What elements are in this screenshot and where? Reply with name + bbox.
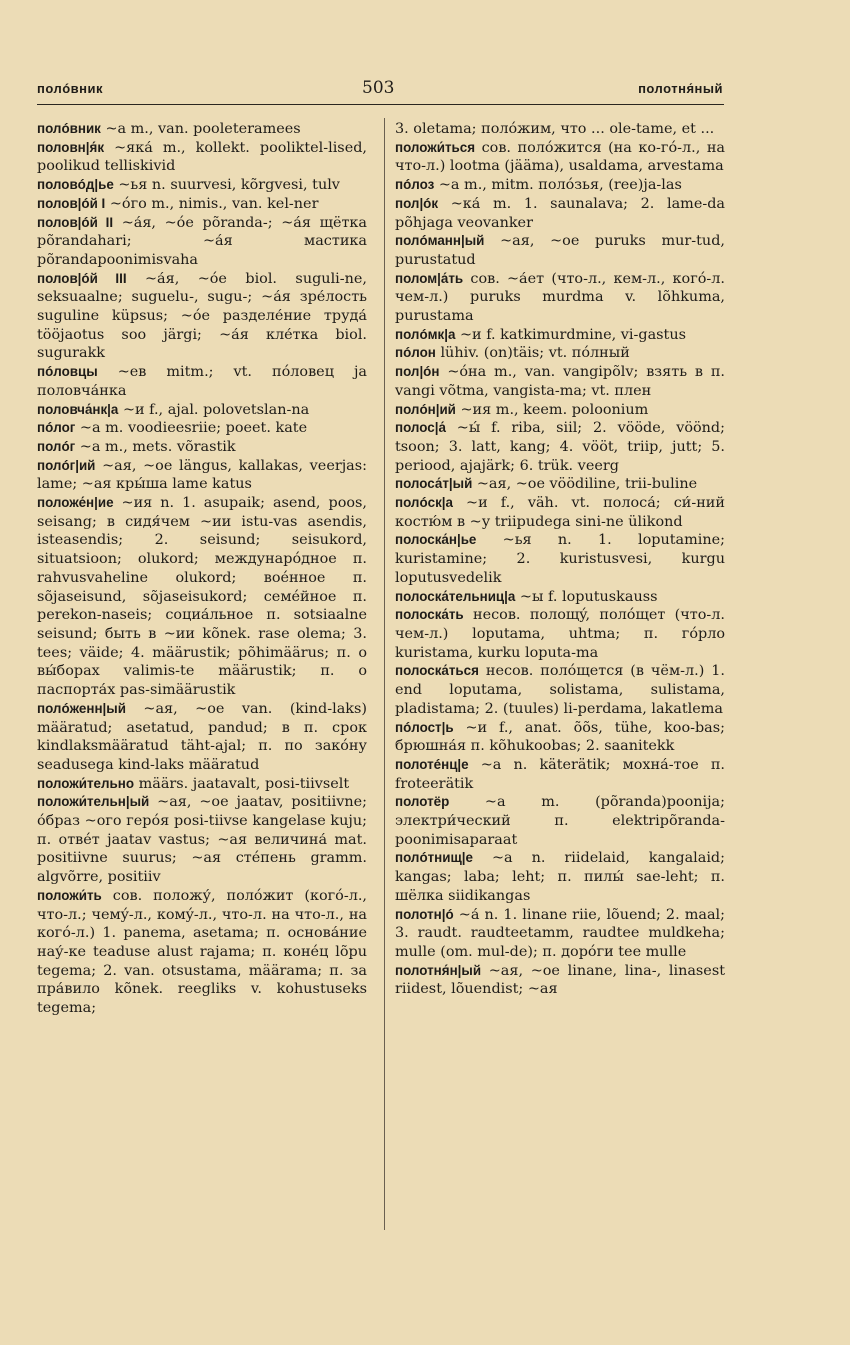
dictionary-entry — [395, 270, 725, 326]
entry-definition: ~а n. riidelaid, kangalaid; kangas; laba; leht; п. пилы́ sae-leht; п. шёлка siidikangas — [395, 850, 725, 904]
entry-headword: полотня́н|ый — [395, 962, 482, 978]
entry-definition: ~óна m., van. vangipõlv; взять в п. vangi võtma, vangista-ma; vt. плен — [395, 364, 725, 399]
right-column — [395, 120, 725, 999]
entry-definition: ~óго m., nimis., van. kel-ner — [105, 195, 319, 212]
header-right-guideword: полотня́ный — [638, 81, 723, 96]
header-left-guideword: полóвник — [37, 81, 104, 96]
entry-headword: полóг|ий — [37, 457, 96, 473]
entry-headword: полóн|ий — [395, 401, 456, 417]
header-rule — [37, 104, 724, 105]
entry-headword: полóск|а — [395, 495, 453, 511]
entry-definition: ~ев mitm.; vt. пóловец ja половча́нка — [37, 364, 367, 399]
dictionary-entry — [37, 401, 367, 420]
dictionary-entry — [37, 419, 367, 438]
dictionary-entry — [37, 793, 367, 887]
dictionary-entry — [37, 700, 367, 775]
entry-definition: ~ия n. 1. asupaik; asend, poos, seisang; в сидя́чем ~ии istu-vas asendis, isteasendis; 2. seisund; seisukord, situatsioon; olukord; междунарóдное п. rahvusvaheline olukord; воéнное п. sõjaseisund, sõjaseisukord; семéйное п. perekon-naseis; социа́льное п. sotsiaalne seisund; быть в ~ии kõnek. rase olema; 3. tees; väide; 4. määrustik; põhimäärus; п. о вы́борах valimis-te määrustik; п. о паспорта́х pas-simäärustik — [37, 495, 367, 699]
entry-headword: полотн|ó — [395, 906, 454, 922]
dictionary-entry — [37, 438, 367, 457]
entry-headword: полоса́т|ый — [395, 476, 473, 492]
dictionary-entry — [395, 176, 725, 195]
entry-definition: lühiv. (on)täis; vt. пóлный — [435, 345, 630, 362]
entry-headword: пóловцы — [37, 364, 98, 380]
entry-headword: пóлон — [395, 345, 436, 361]
entry-headword: полотéнц|е — [395, 756, 469, 772]
entry-definition: ~а n. käterätik; мохна́-тое п. froteerätik — [395, 756, 725, 792]
entry-headword: полóг — [37, 438, 76, 454]
dictionary-entry — [395, 363, 725, 400]
entry-definition: ~ы f. loputuskauss — [515, 588, 658, 605]
entry-headword: полоска́ть — [395, 607, 464, 623]
entry-definition: 3. oletama; полóжим, что ... ole-tame, et ... — [395, 121, 715, 137]
dictionary-entry — [395, 719, 725, 756]
entry-definition: несов. полощý, полóщет (что-л. чем-л.) loputama, uhtma; п. гóрло kuristama, kurku loputa-ma — [395, 607, 725, 661]
dictionary-entry — [395, 494, 725, 531]
entry-definition: ~ка́ m. 1. saunalava; 2. lame-da põhjaga veovanker — [395, 195, 725, 231]
entry-headword: положи́ться — [395, 139, 476, 155]
entry-headword: полов|óй I — [37, 195, 106, 211]
entry-definition: ~а m., van. pooleteramees — [100, 121, 301, 137]
entry-definition: ~а́ n. 1. linane riie, lõuend; 2. maal; 3. raudt. raudteetamm, raudtee muldkeha; mulle (om. mul-de); п. дорóги tee mulle — [395, 906, 725, 960]
entry-headword: половóд|ье — [37, 177, 114, 193]
dictionary-entry — [395, 401, 725, 420]
entry-definition: ~ая, ~ое längus, kallakas, veerjas: lame; ~ая кры́ша lame katus — [37, 457, 367, 493]
entry-definition: ~яка́ m., kollekt. pooliktel-lised, poolikud telliskivid — [37, 139, 367, 175]
entry-definition: ~ая, ~ое jaatav, positiivne; óбраз ~ого герóя posi-tiivse kangelase kuju; п. отвéт jaatav vastus; ~ая величина́ mat. positiivne suurus; ~ая стéпень gramm. algvõrre, positiiv — [37, 794, 367, 886]
entry-definition: ~ья n. 1. loputamine; kuristamine; 2. kuristusvesi, kurgu loputusvedelik — [395, 532, 725, 586]
entry-definition: määrs. jaatavalt, posi-tiivselt — [134, 775, 350, 792]
dictionary-entry — [395, 588, 725, 607]
dictionary-entry — [395, 756, 725, 793]
entry-headword: пóлост|ь — [395, 719, 454, 735]
entry-definition: ~и f., ajal. polovetslan-na — [118, 401, 310, 418]
entry-headword: полóтнищ|е — [395, 850, 473, 866]
entry-headword: полóмк|а — [395, 326, 456, 342]
dictionary-entry — [37, 457, 367, 494]
entry-definition: ~и f., väh. vt. полоса́; си́-ний костю́м в ~у triipudega sini-ne ülikond — [395, 495, 725, 530]
entry-headword: полов|óй III — [37, 270, 127, 286]
entry-headword: полоска́тельниц|а — [395, 588, 516, 604]
entry-headword: положи́ть — [37, 887, 102, 903]
entry-definition: ~а m., mets. võrastik — [75, 438, 236, 455]
dictionary-entry — [37, 887, 367, 1018]
dictionary-entry — [395, 606, 725, 662]
entry-headword: положи́тельн|ый — [37, 794, 150, 810]
dictionary-entry — [37, 270, 367, 364]
entry-headword: полос|а́ — [395, 420, 446, 436]
entry-headword: полотёр — [395, 794, 450, 810]
dictionary-entry — [395, 906, 725, 962]
entry-headword: положи́тельно — [37, 775, 135, 791]
dictionary-entry — [395, 195, 725, 232]
dictionary-entry — [395, 475, 725, 494]
dictionary-entry — [37, 363, 367, 400]
dictionary-entry — [37, 176, 367, 195]
entry-definition: ~ья n. suurvesi, kõrgvesi, tulv — [113, 177, 340, 194]
entry-definition: ~а m. voodieesriie; poeet. kate — [75, 420, 308, 437]
entry-headword: половча́нк|а — [37, 401, 119, 417]
dictionary-entry — [395, 793, 725, 849]
dictionary-entry — [37, 120, 367, 139]
dictionary-entry — [37, 139, 367, 176]
entry-definition: ~а́я, ~óе biol. suguli-ne, seksuaalne; suguelu-, sugu-; ~а́я зре́лость suguline küpsus; ~óе разделе́ние труда́ tööjaotus soo järgi; ~а́я кле́тка biol. sugurakk — [37, 270, 367, 362]
dictionary-entry — [395, 139, 725, 176]
dictionary-entry — [395, 962, 725, 999]
entry-headword: пол|óк — [395, 195, 439, 211]
dictionary-entry — [37, 214, 367, 270]
entry-headword: полóвник — [37, 121, 101, 136]
entry-headword: полоска́н|ье — [395, 532, 477, 548]
entry-definition: ~ая, ~ое puruks mur-tud, purustatud — [395, 233, 725, 268]
entry-definition: сов. полóжится (на ко-гó-л., на что-л.) lootma (jääma), usaldama, arvestama — [395, 139, 725, 175]
entry-headword: пóлоз — [395, 177, 435, 193]
entry-definition: ~а m. (põranda)poonija; электри́ческий п. elektripõranda-poonimisaparaat — [395, 794, 725, 848]
dictionary-entry — [395, 326, 725, 345]
column-divider — [384, 118, 385, 1230]
page-number: 503 — [362, 78, 395, 98]
dictionary-entry — [37, 775, 367, 794]
dictionary-entry — [37, 195, 367, 214]
dictionary-entry — [395, 419, 725, 475]
dictionary-entry — [395, 120, 725, 139]
entry-definition: ~ая, ~ое linane, lina-, linasest riidest, lõuendist; ~ая — [395, 962, 725, 998]
entry-headword: положе́н|ие — [37, 495, 114, 511]
dictionary-entry — [395, 662, 725, 718]
entry-headword: пол|óн — [395, 364, 440, 380]
entry-definition: ~а m., mitm. полóзья, (ree)ja-las — [434, 177, 682, 194]
entry-headword: полов|óй II — [37, 214, 114, 230]
dictionary-entry — [37, 494, 367, 700]
entry-definition: сов. ~а́ет (что-л., кем-л., когó-л. чем-л.) puruks murdma v. lõhkuma, purustama — [395, 270, 725, 325]
entry-definition: ~и f. katkimurdmine, vi-gastus — [455, 326, 686, 343]
entry-definition: ~ы́ f. riba, siil; 2. vööde, vöönd; tsoon; 3. latt, kang; 4. vööt, triip, jutt; 5. periood, ajajärk; 6. trük. veerg — [395, 420, 725, 474]
entry-headword: полóженн|ый — [37, 700, 126, 716]
entry-definition: ~ая, ~ое van. (kind-laks) määratud; asetatud, pandud; в п. срок kindlaksmääratud täht-ajal; п. по закóну seadusega kind-laks määratud — [37, 700, 367, 773]
entry-definition: ~а́я, ~óе põranda-; ~а́я щётка põrandahari; ~а́я мастика põrandapoonimisvaha — [37, 214, 368, 268]
dictionary-entry — [395, 344, 725, 363]
entry-definition: несов. полóщется (в чём-л.) 1. end loputama, solistama, sulistama, pladistama; 2. (tuules) li-perdama, lakatlema — [395, 663, 725, 717]
page-header — [37, 78, 723, 100]
left-column — [37, 120, 367, 1018]
dictionary-entry — [395, 849, 725, 905]
dictionary-entry — [395, 531, 725, 587]
entry-headword: полом|а́ть — [395, 270, 464, 286]
entry-headword: полоска́ться — [395, 663, 479, 679]
dictionary-entry — [395, 232, 725, 269]
entry-definition: сов. положу́, полóжит (когó-л., что-л.; чемý-л., комý-л., что-л. на что-л., на когó-л.) 1. panema, asetama; п. основа́ние нау́-ке teaduse alust rajama; п. конéц lõpu tegema; 2. van. otsustama, määrama; п. за пра́вило kõnek. reegliks v. kohustuseks tegema; — [37, 887, 367, 1017]
entry-definition: ~ия m., keem. poloonium — [455, 401, 649, 418]
entry-definition: ~ая, ~ое vöödiline, trii-buline — [472, 476, 698, 493]
entry-headword: пóлог — [37, 420, 76, 436]
entry-headword: полóманн|ый — [395, 233, 485, 249]
entry-definition: ~и f., anat. õõs, tühe, koo-bas; брюшна́я п. kõhukoobas; 2. saanitekk — [395, 719, 725, 755]
entry-headword: половн|я́к — [37, 139, 105, 155]
